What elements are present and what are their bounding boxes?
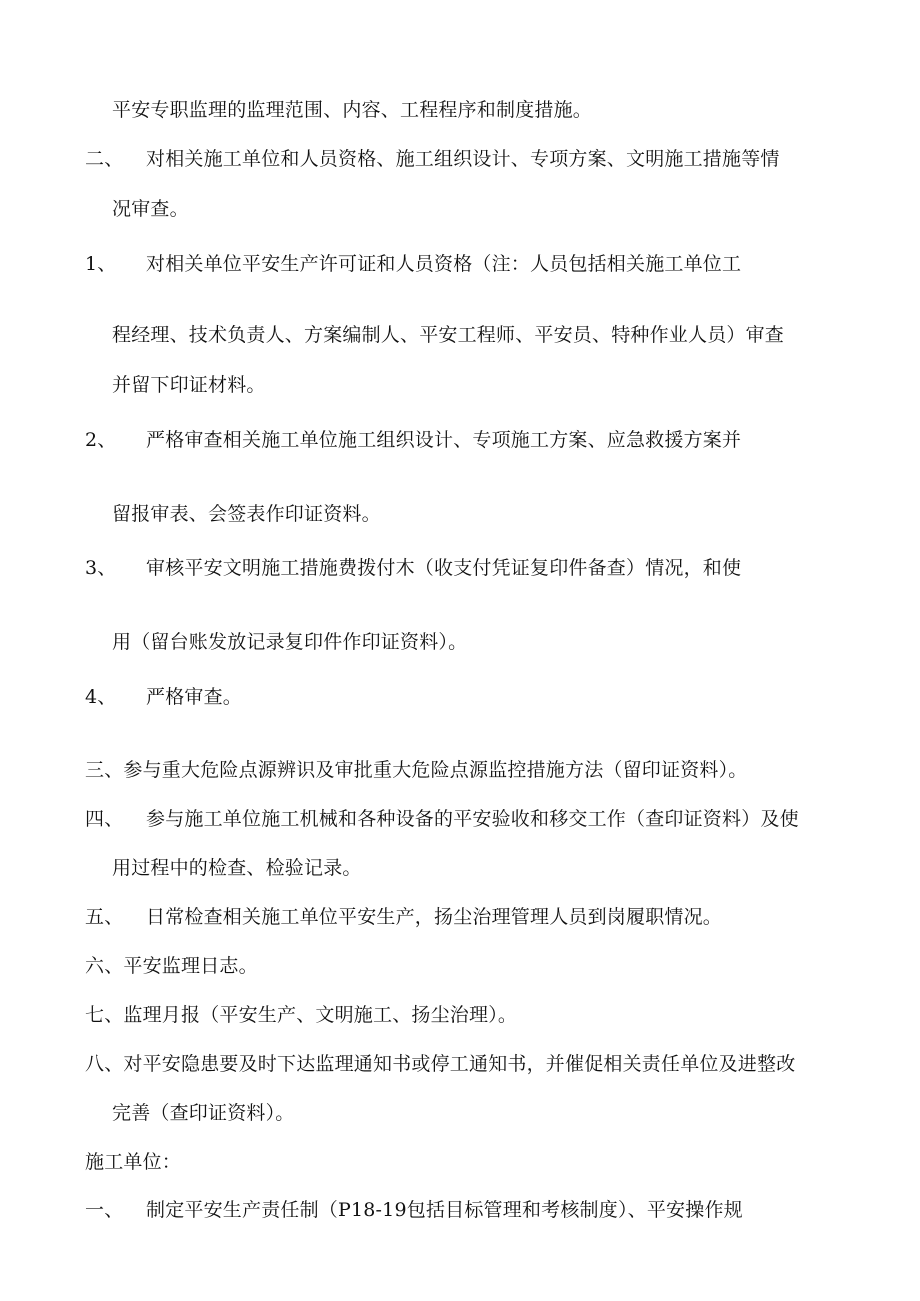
- text-line: 制定平安生产责任制（P18-19包括目标管理和考核制度）、平安操作规: [146, 1199, 743, 1221]
- list-number: 3、: [85, 557, 117, 579]
- text-line: 程经理、技术负责人、方案编制人、平安工程师、平安员、特种作业人员）审查: [112, 324, 785, 346]
- text-line: 三、参与重大危险点源辨识及审批重大危险点源监控措施方法（留印证资料）。: [85, 759, 748, 781]
- list-number: 四、: [85, 808, 124, 830]
- list-number: 4、: [85, 686, 117, 708]
- text-line: 参与施工单位施工机械和各种设备的平安验收和移交工作（查印证资料）及使: [146, 808, 799, 830]
- text-line: 施工单位：: [85, 1151, 182, 1173]
- text-line: 完善（查印证资料）。: [112, 1102, 295, 1124]
- text-line: 严格审查。: [146, 686, 243, 708]
- text-line: 况审查。: [112, 198, 189, 220]
- text-line: 对相关单位平安生产许可证和人员资格（注：人员包括相关施工单位工: [146, 253, 742, 275]
- list-number: 五、: [85, 906, 124, 928]
- text-line: 七、监理月报（平安生产、文明施工、扬尘治理）。: [85, 1004, 518, 1026]
- text-line: 用（留台账发放记录复印件作印证资料）。: [112, 631, 468, 653]
- text-line: 平安专职监理的监理范围、内容、工程程序和制度措施。: [112, 99, 593, 121]
- text-line: 六、平安监理日志。: [85, 955, 258, 977]
- text-line: 用过程中的检查、检验记录。: [112, 857, 362, 879]
- text-line: 并留下印证材料。: [112, 374, 266, 396]
- text-line: 严格审查相关施工单位施工组织设计、专项施工方案、应急救援方案并: [146, 429, 742, 451]
- text-line: 审核平安文明施工措施费拨付木（收支付凭证复印件备查）情况，和使: [146, 557, 742, 579]
- text-line: 留报审表、会签表作印证资料。: [112, 503, 381, 525]
- list-number: 2、: [85, 429, 117, 451]
- list-number: 二、: [85, 148, 124, 170]
- text-line: 对相关施工单位和人员资格、施工组织设计、专项方案、文明施工措施等情: [146, 148, 780, 170]
- text-line: 日常检查相关施工单位平安生产，扬尘治理管理人员到岗履职情况。: [146, 906, 723, 928]
- text-line: 八、对平安隐患要及时下达监理通知书或停工通知书，并催促相关责任单位及进整改: [85, 1053, 796, 1075]
- list-number: 1、: [85, 253, 117, 275]
- list-number: 一、: [85, 1199, 124, 1221]
